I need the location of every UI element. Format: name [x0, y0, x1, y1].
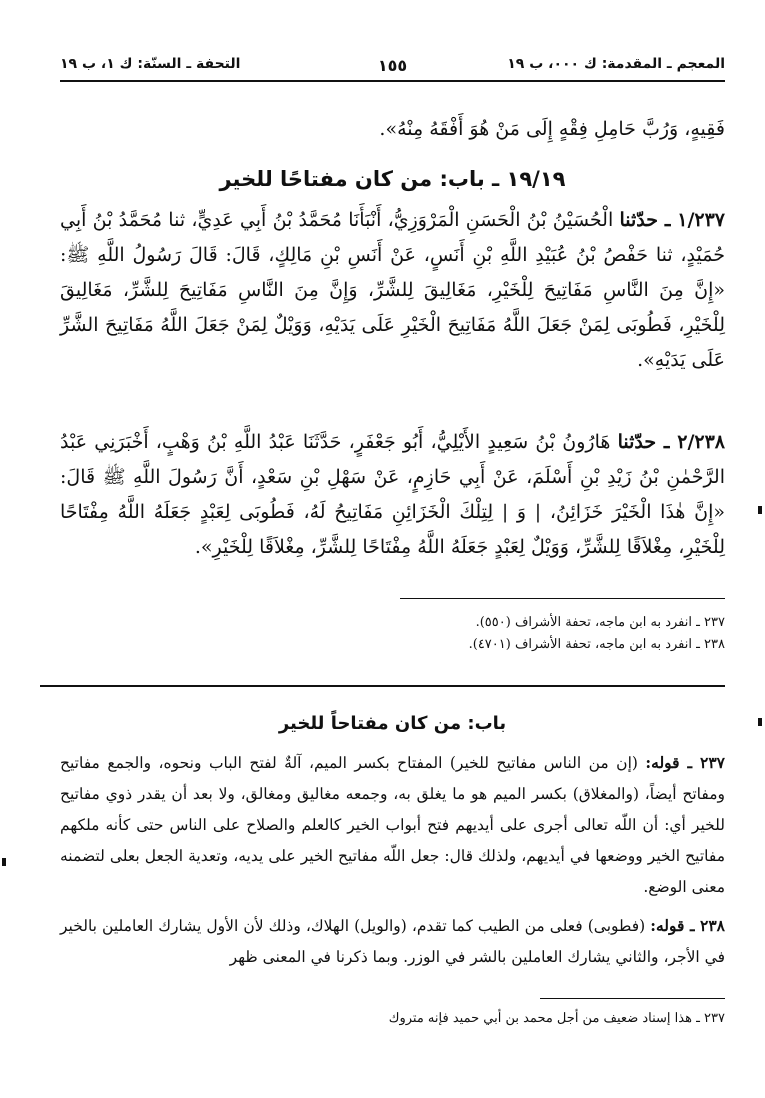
footnote-item: ٢٣٧ ـ انفرد به ابن ماجه، تحفة الأشراف (٥٥٠).	[475, 615, 725, 630]
commentary-number: ٢٣٨ ـ قوله:	[650, 916, 725, 935]
page-number: ١٥٥	[377, 56, 408, 75]
header-left: التحفة ـ السنّة: ك ١، ب ١٩	[60, 56, 241, 72]
commentary-238	[60, 910, 725, 973]
hadith-237	[60, 203, 725, 378]
margin-mark	[2, 858, 6, 866]
footnotes	[60, 612, 725, 656]
margin-mark	[758, 506, 762, 514]
section-divider	[40, 685, 725, 687]
hadith-text: الْحُسَيْنُ بْنُ الْحَسَنِ الْمَرْوَزِيُّ، أَنْبَأَنَا مُحَمَّدُ بْنُ أَبِي عَدِيٍّ، ثنا مُحَمَّدُ بْنُ أَبِي حُمَيْدٍ، ثنا حَفْصُ بْنُ عُبَيْدِ اللَّهِ بْنِ أَنَسٍ، عَنْ أَنَسِ بْنِ مَالِكٍ، قَالَ: قَالَ رَسُولُ اللَّهِ ﷺ: «إِنَّ مِنَ النَّاسِ مَفَاتِيحَ لِلْخَيْرِ، مَغَالِيقَ لِلشَّرِّ، وَإِنَّ مِنَ النَّاسِ مَفَاتِيحَ لِلشَّرِّ، مَغَالِيقَ لِلْخَيْرِ، فَطُوبَى لِمَنْ جَعَلَ اللَّهُ مَفَاتِيحَ الْخَيْرِ عَلَى يَدَيْهِ، وَوَيْلٌ لِمَنْ جَعَلَ اللَّهُ مَفَاتِيحَ الشَّرِّ عَلَى يَدَيْهِ».	[60, 209, 725, 371]
hadith-number: ٢/٢٣٨ ـ حدّثنا	[617, 431, 726, 453]
running-header	[60, 52, 725, 78]
commentary-text: (إن من الناس مفاتيح للخير) المفتاح بكسر الميم، آلةٌ لفتح الباب ونحوه، والجمع مفاتيح ومفاتح أيضاً، (والمغلاق) بكسر الميم هو ما يغلق به، وجمعه مغاليق ومغالق، ولا بعد أن يقدر ذوي مفاتيح للخير أي: أن اللّه تعالى أجرى على أيديهم فتح أبواب الخير كالعلم والصلاح على الناس حتى كأنه ملكهم مفاتيح الخير ووضعها في أيديهم، ولذلك قال: جعل اللّه مفاتيح الخير على يديه، وتعدية الجعل بعلى لتضمنه معنى الوضع.	[60, 754, 725, 896]
footnote-item: ٢٣٨ ـ انفرد به ابن ماجه، تحفة الأشراف (٤٧٠١).	[468, 637, 725, 652]
hadith-238	[60, 425, 725, 565]
header-right: المعجم ـ المقدمة: ك ۰۰۰، ب ۱۹	[507, 56, 725, 72]
commentary-number: ٢٣٧ ـ قوله:	[645, 753, 725, 772]
chapter-title: ١٩/١٩ ـ باب: من كان مفتاحًا للخير	[219, 167, 566, 191]
commentary-text: (فطوبى) فعلى من الطيب كما تقدم، (والويل) الهلاك، وذلك لأن الأول يشارك العاملين بالخير في الأجر، والثاني يشارك العاملين بالشر في الوزر. وبما ذكرنا في المعنى ظهر	[60, 917, 725, 966]
footnote-rule	[400, 598, 725, 599]
commentary-footnote: ٢٣٧ ـ هذا إسناد ضعيف من أجل محمد بن أبي حميد فإنه متروك	[388, 1011, 725, 1026]
commentary-title: باب: من كان مفتاحاً للخير	[278, 713, 507, 734]
header-rule	[60, 80, 725, 82]
commentary-237	[60, 747, 725, 903]
intro-line: فَقِيهٍ، وَرُبَّ حَامِلِ فِقْهٍ إِلَى مَنْ هُوَ أَفْقَهُ مِنْهُ».	[379, 118, 725, 140]
hadith-number: ١/٢٣٧ ـ حدّثنا	[619, 209, 725, 231]
footnote-rule	[540, 998, 725, 999]
margin-mark	[758, 718, 762, 726]
hadith-text: هَارُونُ بْنُ سَعِيدٍ الأَيْلِيُّ، أَبُو جَعْفَرٍ، حَدَّثَنَا عَبْدُ اللَّهِ بْنُ وَهْبٍ، أَخْبَرَنِي عَبْدُ الرَّحْمٰنِ بْنُ زَيْدِ بْنِ أَسْلَمَ، عَنْ أَبِي حَازِمٍ، عَنْ سَهْلِ بْنِ سَعْدٍ، أَنَّ رَسُولَ اللَّهِ ﷺ قَالَ: «إِنَّ هٰذَا الْخَيْرَ خَزَائِنُ، | وَ | لِتِلْكَ الْخَزَائِنِ مَفَاتِيحُ لَهُ، فَطُوبَى لِعَبْدٍ جَعَلَهُ اللَّهُ مِفْتَاحًا لِلْخَيْرِ، مِغْلاَقًا لِلشَّرِّ، وَوَيْلٌ لِعَبْدٍ جَعَلَهُ اللَّهُ مِفْتَاحًا لِلشَّرِّ، مِغْلاَقًا لِلْخَيْرِ».	[60, 431, 725, 558]
